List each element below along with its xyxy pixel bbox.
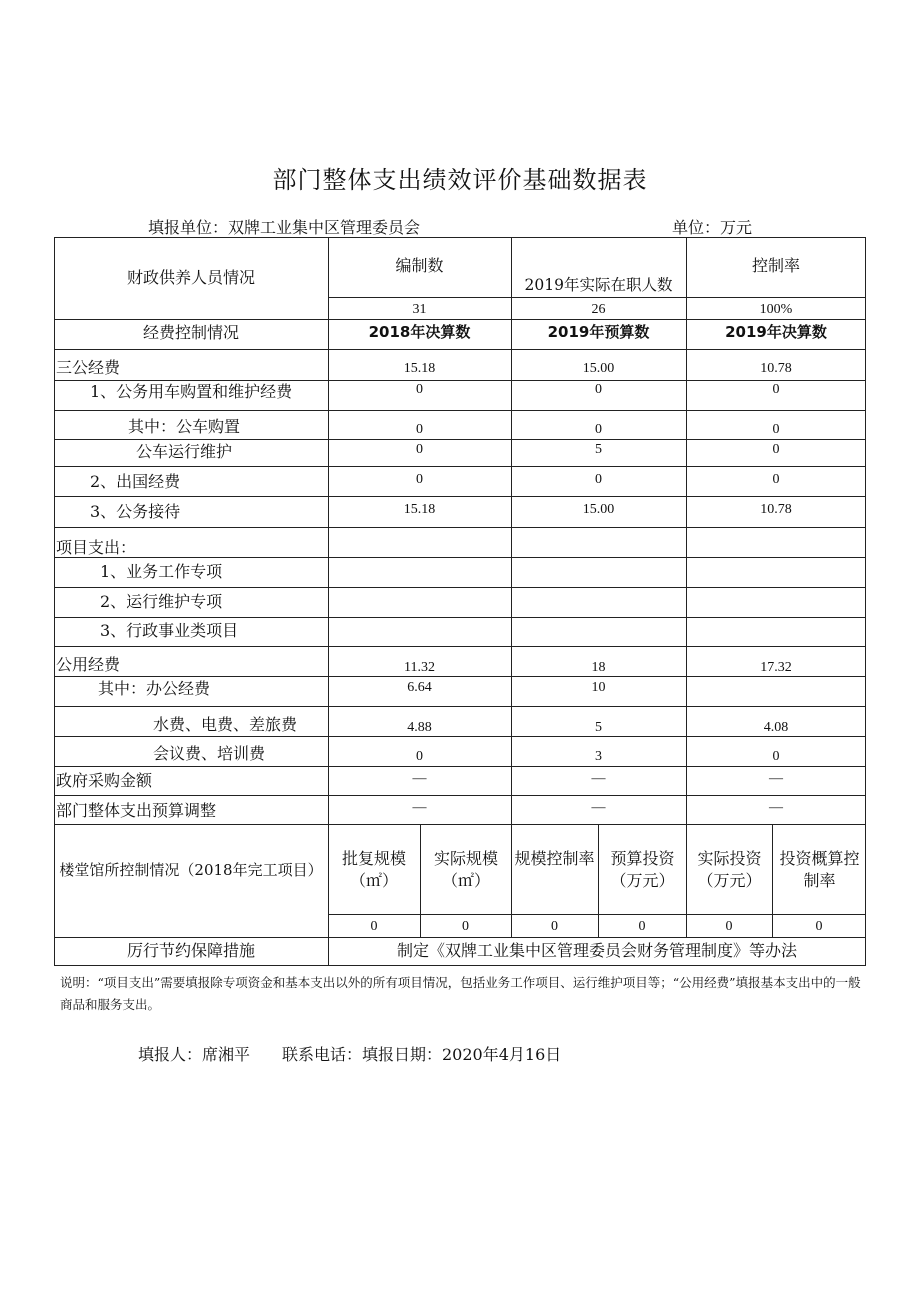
page-title: 部门整体支出绩效评价基础数据表: [272, 166, 648, 194]
row-label: 水费、电费、差旅费: [153, 715, 298, 734]
row-value: 0: [772, 442, 780, 457]
row-label: 2、出国经费: [90, 472, 181, 491]
row-label: 公用经费: [56, 655, 121, 674]
row-value: 0: [416, 442, 423, 457]
header-2019-final: 2019年决算数: [725, 323, 827, 341]
row-label: 1、公务用车购置和维护经费: [90, 382, 293, 401]
row-label: 政府采购金额: [56, 771, 153, 790]
row-value: 0: [772, 749, 780, 764]
reporting-unit: 填报单位：双牌工业集中区管理委员会: [148, 218, 421, 237]
staff-header-quota: 编制数: [395, 256, 444, 275]
building-value: 0: [815, 919, 823, 934]
building-header-actual-scale: 实际规模（㎡）: [433, 849, 498, 890]
row-value: 0: [416, 749, 423, 764]
building-header-investment-control-rate: 投资概算控制率: [779, 849, 860, 890]
row-value: 15.18: [403, 502, 436, 517]
row-value: —: [412, 800, 427, 815]
building-value: 0: [638, 919, 646, 934]
row-label: 三公经费: [56, 358, 121, 377]
building-value: 0: [370, 919, 378, 934]
row-value: 0: [595, 422, 602, 437]
row-value: 5: [595, 442, 602, 457]
row-value: 3: [595, 749, 602, 764]
row-value: 17.32: [760, 660, 792, 675]
row-label: 部门整体支出预算调整: [56, 801, 217, 820]
staff-value-control-rate: 100%: [759, 302, 793, 317]
row-value: 0: [772, 422, 780, 437]
row-label: 2、运行维护专项: [100, 592, 223, 611]
building-value: 0: [725, 919, 733, 934]
row-value: 0: [772, 472, 780, 487]
row-value: 10: [591, 680, 606, 695]
row-value: 11.32: [404, 660, 435, 675]
row-label: 1、业务工作专项: [100, 562, 223, 581]
row-label: 3、行政事业类项目: [100, 621, 239, 640]
row-value: —: [769, 771, 783, 786]
building-value: 0: [462, 919, 469, 934]
row-value: 4.08: [763, 720, 789, 735]
row-label: 3、公务接待: [90, 502, 181, 521]
signature-line: 填报人：席湘平 联系电话：填报日期：2020年4月16日: [138, 1045, 562, 1064]
row-value: —: [591, 800, 606, 815]
row-value: 15.00: [582, 502, 615, 517]
row-value: —: [412, 771, 427, 786]
staff-row-label: 财政供养人员情况: [126, 268, 255, 287]
building-value: 0: [551, 919, 558, 934]
row-label: 会议费、培训费: [153, 744, 266, 763]
building-control-label: 楼堂馆所控制情况（2018年完工项目）: [59, 861, 323, 879]
staff-value-quota: 31: [412, 302, 427, 317]
footnote: 说明：“项目支出”需要填报除专项资金和基本支出以外的所有项目情况，包括业务工作项目、运行维护项目等；“公用经费”填报基本支出中的一般商品和服务支出。: [60, 975, 861, 1012]
savings-label: 厉行节约保障措施: [126, 941, 255, 960]
staff-header-actual: 2019年实际在职人数: [524, 276, 673, 294]
row-value: 0: [595, 382, 602, 397]
expense-control-label: 经费控制情况: [142, 323, 239, 342]
row-value: 5: [595, 720, 602, 735]
row-value: 0: [772, 382, 780, 397]
building-header-actual-investment: 实际投资（万元）: [697, 849, 762, 890]
row-value: 10.78: [760, 361, 792, 376]
row-value: 15.18: [403, 361, 436, 376]
row-value: 10.78: [760, 502, 792, 517]
header-2018-final: 2018年决算数: [368, 323, 471, 341]
row-value: —: [769, 800, 783, 815]
row-value: 0: [416, 472, 423, 487]
row-value: 0: [416, 382, 423, 397]
row-value: 4.88: [407, 720, 432, 735]
row-value: 6.64: [407, 680, 432, 695]
building-header-scale-control-rate: 规模控制率: [514, 849, 595, 868]
row-value: 0: [595, 472, 602, 487]
building-header-approved-scale: 批复规模（㎡）: [341, 849, 406, 890]
row-value: 0: [416, 422, 423, 437]
row-value: 15.00: [582, 361, 615, 376]
row-value: 18: [591, 660, 606, 675]
row-label: 其中：办公经费: [98, 679, 211, 698]
row-label: 项目支出：: [56, 538, 137, 557]
staff-header-control-rate: 控制率: [751, 256, 800, 275]
row-label: 公车运行维护: [136, 442, 233, 461]
header-2019-budget: 2019年预算数: [547, 323, 650, 341]
currency-unit: 单位：万元: [672, 218, 753, 237]
row-value: —: [591, 771, 606, 786]
staff-value-actual: 26: [591, 302, 606, 317]
building-header-budget-investment: 预算投资（万元）: [610, 849, 675, 890]
savings-value: 制定《双牌工业集中区管理委员会财务管理制度》等办法: [396, 941, 797, 960]
row-label: 其中：公车购置: [128, 417, 241, 436]
